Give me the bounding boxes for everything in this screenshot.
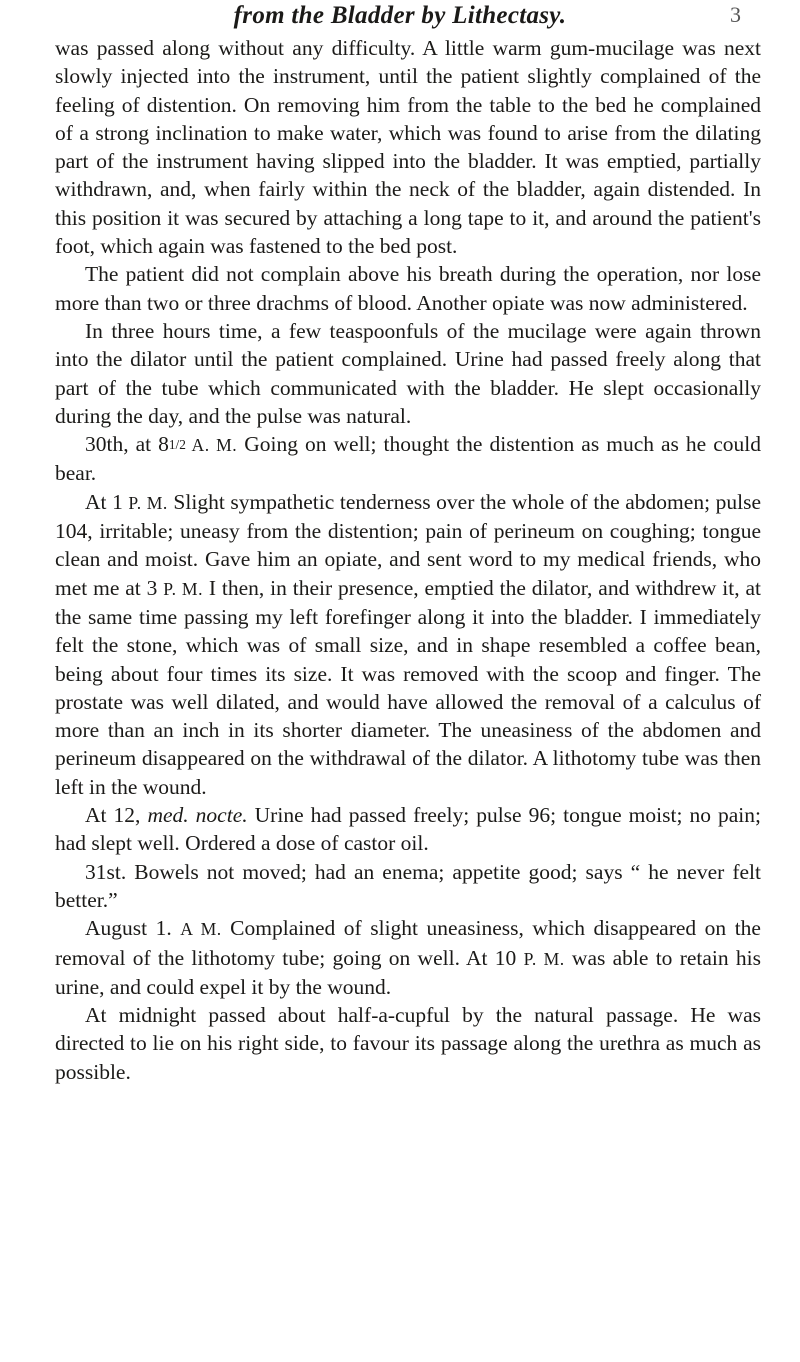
body-text xyxy=(55,34,761,1086)
paragraph-4-text: Going on well; thought the distention as much as he could bear. xyxy=(55,432,761,486)
paragraph-5-lead: At 1 xyxy=(85,489,129,514)
paragraph-8-lead: August 1. xyxy=(85,916,181,941)
paragraph-6-lead: At 12, xyxy=(85,803,148,828)
latin-phrase: med. nocte. xyxy=(147,803,248,828)
paragraph-7 xyxy=(55,858,761,915)
time-marker: A M. xyxy=(180,919,222,940)
paragraph-2-text: The patient did not complain above his breath during the operation, nor lose more than two or three drachms of blood. Another opiate was now administered. xyxy=(55,262,761,315)
paragraph-3-text: In three hours time, a few teaspoonfuls of the mucilage were again thrown into the dilator until the patient complained. Urine had passed freely along that part of the tube which communicated with the bladder. He slept occasionally during the day, and the pulse was natural. xyxy=(55,318,761,428)
paragraph-5-text-cont: I then, in their presence, emptied the dilator, and withdrew it, at the same time passing my left forefinger along it into the bladder. I immediately felt the stone, which was of small size, and in shape resembled a coffee bean, being about four times its size. It was removed with the scoop and finger. The prostate was well dilated, and would have allowed the removal of a calculus of more than an inch in its shorter diameter. The uneasiness of the abdomen and perineum disappeared on the withdrawal of the dilator. A lithotomy tube was then left in the wound. xyxy=(55,575,761,799)
time-marker: P. M. xyxy=(128,492,168,513)
paragraph-7-text: 31st. Bowels not moved; had an enema; appetite good; says “ he never felt better.” xyxy=(55,859,761,912)
page-number: 3 xyxy=(730,2,741,27)
paragraph-1-text: was passed along without any difficulty. A little warm gum-mucilage was next slowly injected into the instrument, until the patient slightly complained of the feeling of distention. On removing him from the table to the bed he complained of a strong inclination to make water, which was found to arise from the dilating part of the instrument having slipped into the bladder. It was emptied, partially withdrawn, and, when fairly within the neck of the bladder, again distended. In this position it was secured by attaching a long tape to it, and around the patient's foot, which again was fastened to the bed post. xyxy=(55,36,761,259)
paragraph-6 xyxy=(55,801,761,858)
paragraph-4-date: 30th, at 8 xyxy=(85,432,169,457)
paragraph-8 xyxy=(55,914,761,1001)
paragraph-6-text: Urine had passed freely; pulse 96; tongue moist; no pain; had slept well. Ordered a dose of castor oil. xyxy=(55,803,762,856)
paragraph-9-text: At midnight passed about half-a-cupful by the natural passage. He was directed to lie on his right side, to favour its passage along the urethra as much as possible. xyxy=(55,1003,761,1084)
paragraph-5 xyxy=(55,488,761,801)
paragraph-2 xyxy=(55,260,761,317)
paragraph-8-text: Complained of slight uneasiness, which disappeared on the removal of the lithotomy tube; going on well. At 10 xyxy=(55,916,761,970)
paragraph-8-text-cont: was able to retain his urine, and could expel it by the wound. xyxy=(55,945,761,999)
paragraph-4 xyxy=(55,430,761,488)
time-marker: A. M. xyxy=(185,435,238,456)
time-marker: P. M. xyxy=(523,948,565,969)
paragraph-1 xyxy=(55,34,761,260)
fraction-half: 1/2 xyxy=(168,437,186,453)
paragraph-9 xyxy=(55,1001,761,1086)
time-marker: P. M. xyxy=(163,578,203,599)
paragraph-5-text: Slight sympathetic tenderness over the whole of the abdomen; pulse 104, irritable; uneasy from the distention; pain of perineum on coughing; tongue clean and moist. Gave him an opiate, and sent word to my medical friends, who met me at 3 xyxy=(55,489,762,600)
paragraph-3 xyxy=(55,317,761,430)
running-title: from the Bladder by Lithectasy. xyxy=(233,2,567,29)
